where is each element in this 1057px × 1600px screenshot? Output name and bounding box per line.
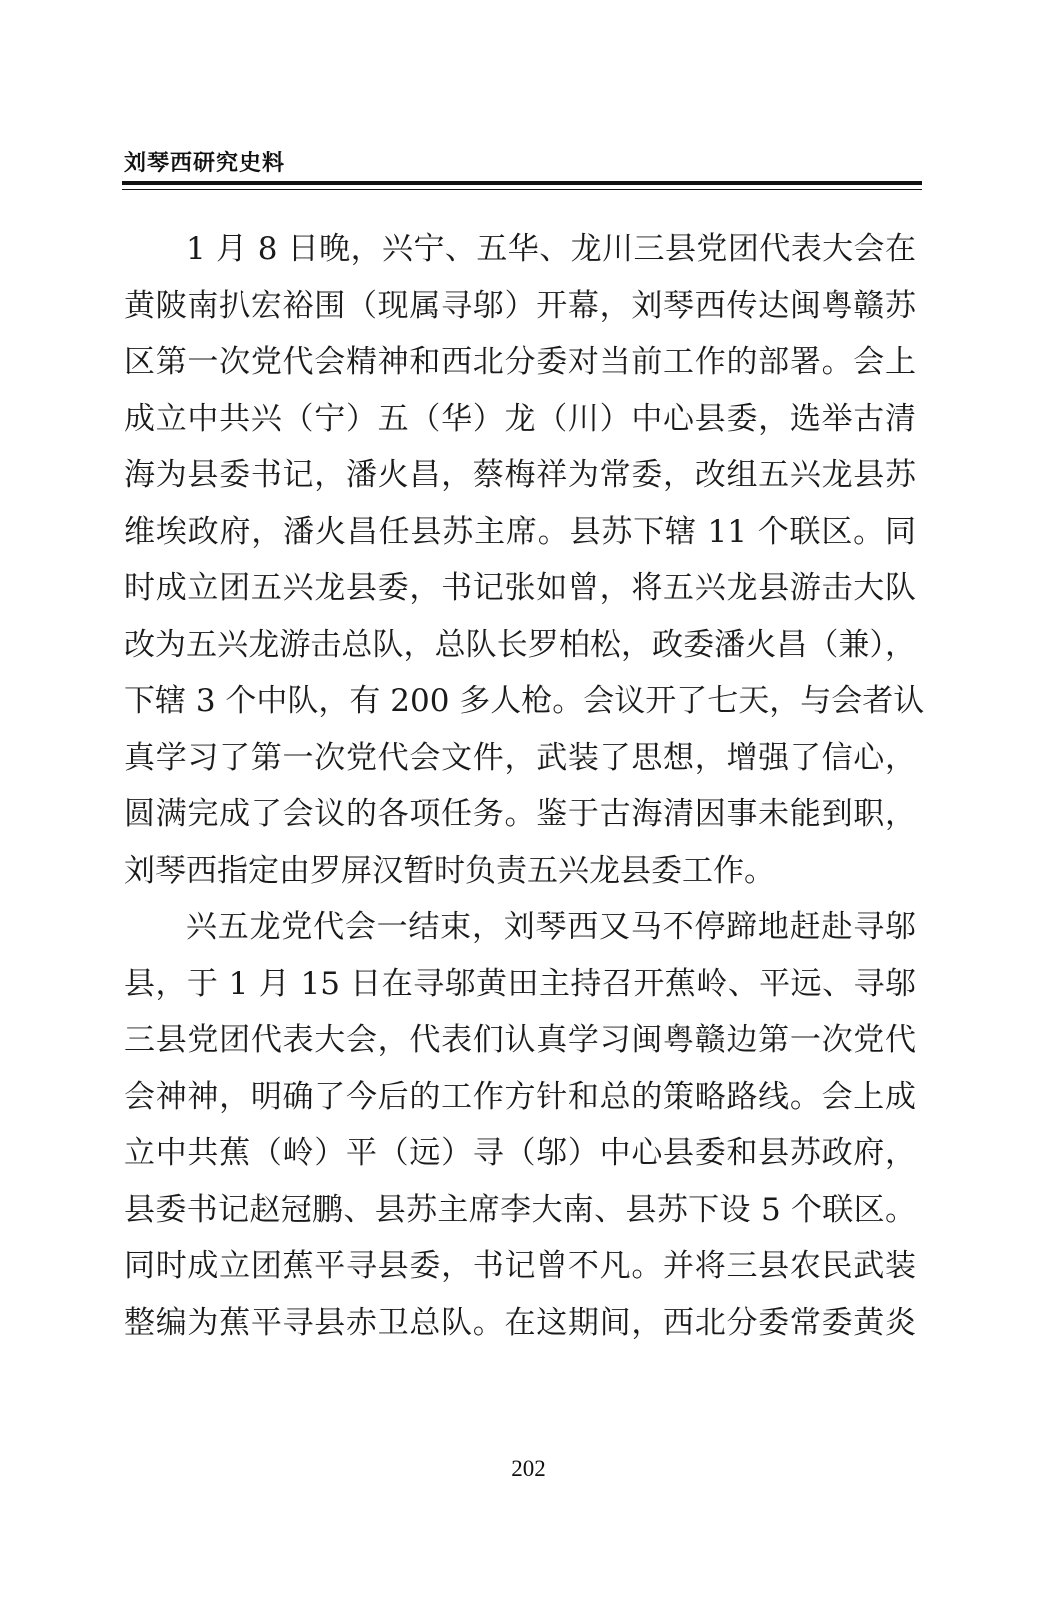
text-line: 县，于 1 月 15 日在寻邬黄田主持召开蕉岭、平远、寻邬 <box>124 965 916 1002</box>
text-line: 兴五龙党代会一结束，刘琴西又马不停蹄地赶赴寻邬 <box>186 909 916 945</box>
text-line: 刘琴西指定由罗屏汉暂时负责五兴龙县委工作。 <box>124 852 775 889</box>
text-line: 1 月 8 日晚，兴宁、五华、龙川三县党团代表大会在 <box>186 231 916 267</box>
text-line: 成立中共兴（宁）五（华）龙（川）中心县委，选举古清 <box>124 400 916 437</box>
body-text <box>124 226 925 1356</box>
running-header: 刘琴西研究史料 <box>124 151 286 176</box>
header-rule-thin <box>122 189 922 190</box>
text-line: 同时成立团蕉平寻县委，书记曾不凡。并将三县农民武装 <box>124 1248 916 1284</box>
text-line: 会神神，明确了今后的工作方针和总的策略路线。会上成 <box>124 1078 916 1115</box>
page-number: 202 <box>511 1456 546 1481</box>
text-line: 下辖 3 个中队，有 200 多人枪。会议开了七天，与会者认 <box>124 683 925 719</box>
text-line: 真学习了第一次党代会文件，武装了思想，增强了信心， <box>124 739 916 776</box>
text-line: 县委书记赵冠鹏、县苏主席李大南、县苏下设 5 个联区。 <box>124 1191 916 1228</box>
text-line: 圆满完成了会议的各项任务。鉴于古海清因事未能到职， <box>124 796 916 832</box>
text-line: 区第一次党代会精神和西北分委对当前工作的部署。会上 <box>124 344 916 380</box>
text-line: 黄陂南扒宏裕围（现属寻邬）开幕，刘琴西传达闽粤赣苏 <box>124 287 916 324</box>
text-line: 整编为蕉平寻县赤卫总队。在这期间，西北分委常委黄炎 <box>124 1304 916 1341</box>
text-line: 海为县委书记，潘火昌，蔡梅祥为常委，改组五兴龙县苏 <box>124 457 916 493</box>
text-line: 三县党团代表大会，代表们认真学习闽粤赣边第一次党代 <box>124 1022 916 1058</box>
header-rule-thick <box>122 181 922 185</box>
text-line: 时成立团五兴龙县委，书记张如曾，将五兴龙县游击大队 <box>124 570 916 606</box>
text-line: 维埃政府，潘火昌任县苏主席。县苏下辖 11 个联区。同 <box>124 513 916 550</box>
text-line: 改为五兴龙游击总队，总队长罗柏松，政委潘火昌（兼）， <box>124 626 916 663</box>
text-line: 立中共蕉（岭）平（远）寻（邬）中心县委和县苏政府， <box>124 1135 916 1171</box>
